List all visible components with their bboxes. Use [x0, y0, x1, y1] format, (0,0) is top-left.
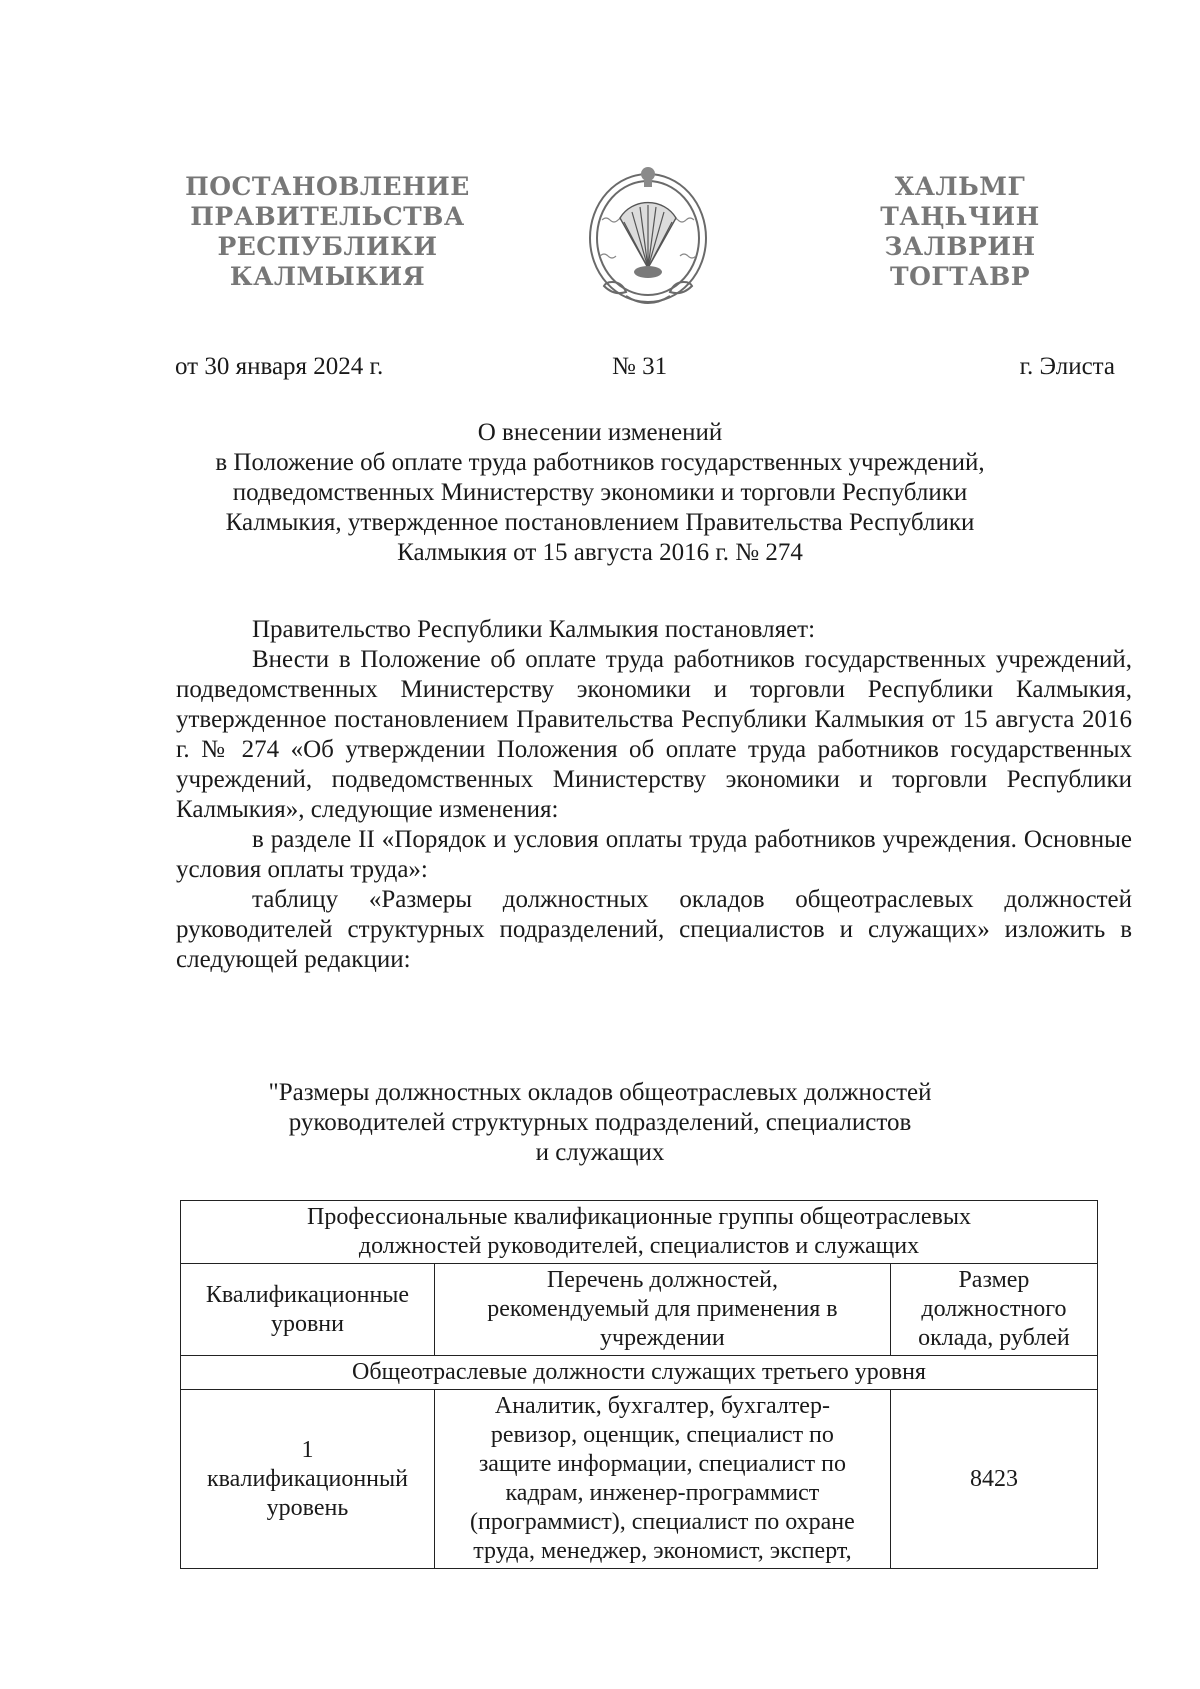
header-right-line: ЗАЛВРИН — [884, 232, 1036, 261]
document-title — [150, 418, 1050, 568]
table-title — [200, 1078, 1000, 1168]
title-line: в Положение об оплате труда работников государственных учреждений, — [215, 449, 985, 476]
section-cell: Общеотраслевые должности служащих третьего уровня — [181, 1356, 1098, 1390]
header-left-line: ПОСТАНОВЛЕНИЕ — [185, 172, 470, 201]
positions-line: защите информации, специалист по — [478, 1451, 846, 1477]
column-header-levels — [181, 1264, 435, 1356]
column-header-line: Перечень должностей, — [546, 1267, 778, 1293]
header-right-line: ТОГТАВР — [889, 262, 1031, 291]
table-title-line: и служащих — [535, 1139, 665, 1166]
table-group-header-row — [181, 1201, 1098, 1264]
header-left-line: ПРАВИТЕЛЬСТВА — [190, 202, 465, 231]
column-header-line: уровни — [270, 1310, 344, 1337]
group-header-line: Профессиональные квалификационные группы общеотраслевых — [307, 1204, 971, 1230]
table-title-line: "Размеры должностных окладов общеотраслевых должностей — [268, 1079, 932, 1106]
table-column-header-row — [181, 1264, 1098, 1356]
group-header-line: должностей руководителей, специалистов и служащих — [358, 1233, 920, 1259]
title-line: Калмыкия от 15 августа 2016 г. № 274 — [397, 539, 803, 566]
column-header-positions — [434, 1264, 890, 1356]
positions-line: ревизор, оценщик, специалист по — [490, 1422, 834, 1448]
column-header-line: учреждении — [600, 1325, 725, 1351]
column-header-line: должностного — [921, 1296, 1067, 1322]
document-city: г. Элиста — [1019, 353, 1115, 380]
document-body — [176, 615, 1132, 975]
positions-line: кадрам, инженер-программист — [505, 1480, 820, 1506]
column-header-salary — [890, 1264, 1097, 1356]
header-left-line: КАЛМЫКИЯ — [229, 262, 426, 291]
positions-cell — [434, 1390, 890, 1569]
body-paragraph: в разделе II «Порядок и условия оплаты труда работников учреждения. Основные условия оплаты труда»: — [176, 826, 1132, 883]
level-cell — [181, 1390, 435, 1569]
column-header-line: Квалификационные — [205, 1281, 410, 1308]
header-right-line: ТАҢҺЧИН — [880, 202, 1040, 231]
body-paragraph: таблицу «Размеры должностных окладов общеотраслевых должностей руководителей структурных подразделений, специалистов и служащих» изложить в следующей редакции: — [176, 886, 1132, 973]
positions-line: (программист), специалист по охране — [470, 1509, 855, 1535]
level-line: квалификационный — [206, 1465, 408, 1492]
salary-table — [180, 1200, 1098, 1569]
group-header-cell — [181, 1201, 1098, 1264]
title-line: подведомственных Министерству экономики и торговли Республики — [232, 479, 968, 506]
salary-cell: 8423 — [890, 1390, 1097, 1569]
body-paragraph: Внести в Положение об оплате труда работников государственных учреждений, подведомственных Министерству экономики и торговли Республики Калмыкия, утвержденное постановлением Правительства Республики Калмыкия от 15 августа 2016 г. № 274 «Об утверждении Положения об оплате труда работников государственных учреждений, подведомственных Министерству экономики и торговли Республики Калмыкия», следующие изменения: — [176, 646, 1132, 823]
table-section-row — [181, 1356, 1098, 1390]
header-left-line: РЕСПУБЛИКИ — [217, 232, 438, 261]
table-title-line: руководителей структурных подразделений, специалистов — [288, 1109, 912, 1136]
table-row — [181, 1390, 1098, 1569]
positions-line: труда, менеджер, экономист, эксперт, — [473, 1538, 852, 1564]
document-number: № 31 — [612, 353, 668, 380]
column-header-line: Размер — [958, 1267, 1030, 1293]
header-left-title — [180, 172, 475, 292]
column-header-line: рекомендуемый для применения в — [487, 1296, 838, 1322]
title-line: О внесении изменений — [477, 419, 723, 446]
title-line: Калмыкия, утвержденное постановлением Правительства Республики — [225, 509, 975, 536]
level-line: 1 — [301, 1436, 314, 1463]
body-paragraph: Правительство Республики Калмыкия постановляет: — [252, 616, 816, 643]
column-header-line: оклада, рублей — [918, 1325, 1070, 1351]
positions-line: Аналитик, бухгалтер, бухгалтер- — [494, 1393, 830, 1419]
level-line: уровень — [266, 1494, 349, 1521]
coat-of-arms-icon — [580, 160, 716, 310]
header-right-line: ХАЛЬМГ — [894, 172, 1026, 201]
document-date: от 30 января 2024 г. — [175, 353, 384, 380]
header-right-title — [860, 172, 1060, 292]
